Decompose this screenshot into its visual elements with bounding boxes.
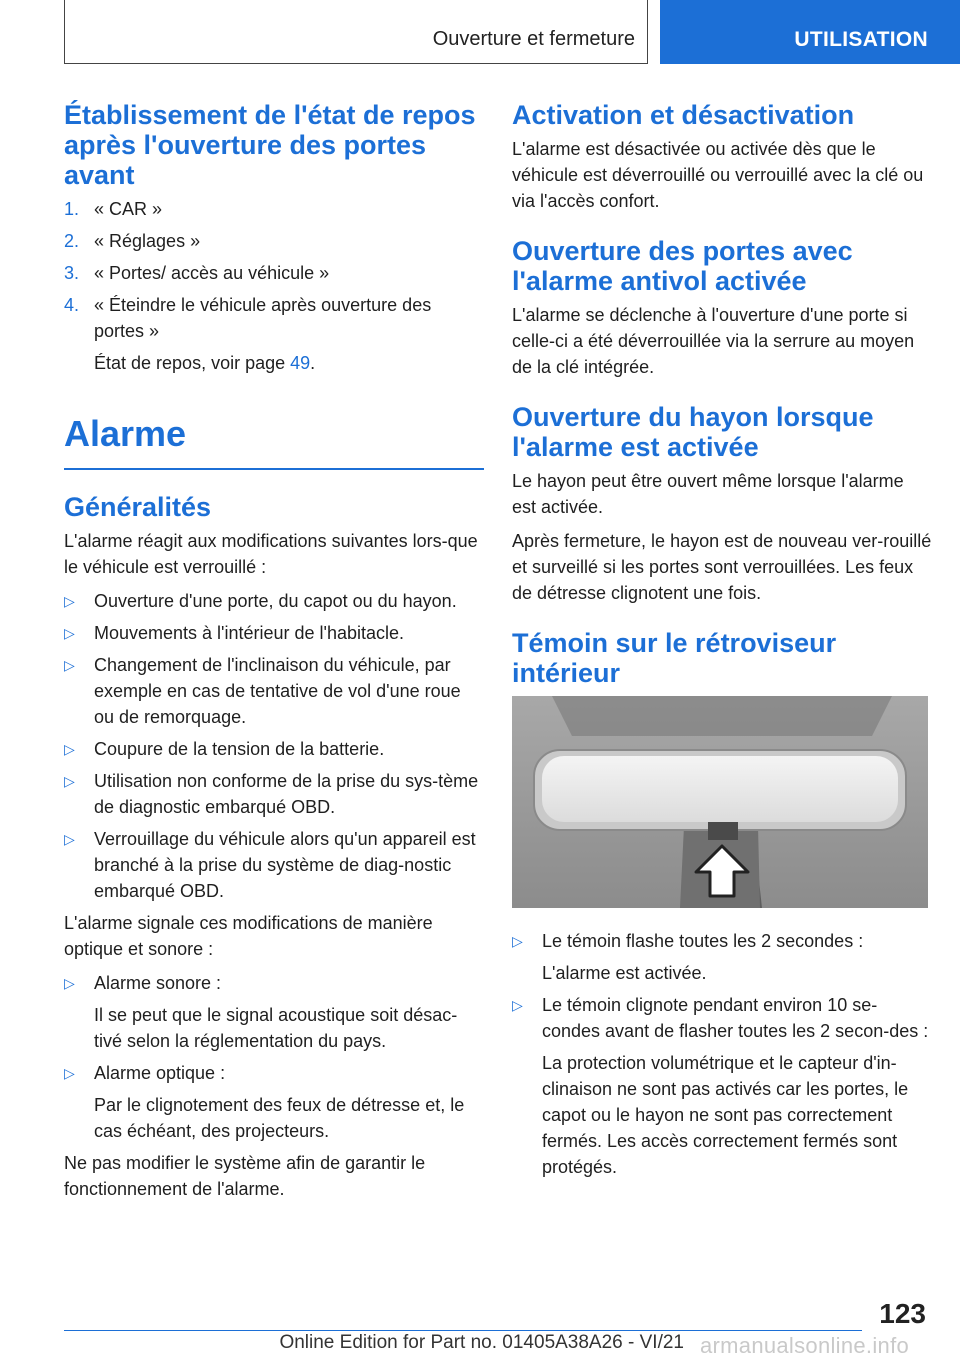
list-item — [64, 736, 484, 762]
list-item — [64, 260, 484, 286]
activation-text: L'alarme est désactivée ou activée dès que le véhicule est déverrouillé ou verrouillé avec la clé ou via l'accès confort. — [512, 139, 924, 211]
triangle-bullet-icon: ▷ — [64, 657, 75, 673]
list-item — [64, 826, 484, 904]
list-item — [64, 292, 484, 376]
heading-generalites: Généralités — [64, 492, 212, 522]
step-note — [94, 350, 484, 376]
steps-list — [64, 196, 484, 376]
item-text: Le témoin flashe toutes les 2 secondes : — [542, 931, 864, 951]
heading-etat-repos: Établissement de l'état de repos après l'ouverture des portes avant — [64, 100, 476, 190]
signal-intro: L'alarme signale ces modifications de manière optique et sonore : — [64, 913, 433, 959]
closing-text: Ne pas modifier le système afin de garantir le fonctionnement de l'alarme. — [64, 1153, 426, 1199]
portes-text: L'alarme se déclenche à l'ouverture d'une porte si celle-ci a été déverrouillée via la serrure au moyen de la clé intégrée. — [512, 305, 915, 377]
triangle-bullet-icon: ▷ — [64, 741, 75, 757]
step-number: 3. — [64, 263, 80, 283]
section-title-alarme: Alarme — [64, 413, 187, 454]
header-chapter-label: UTILISATION — [794, 28, 928, 51]
step-note-text: État de repos, voir page — [94, 353, 291, 373]
header-section-title: Ouverture et fermeture — [432, 28, 635, 50]
left-column — [64, 100, 484, 1210]
footer-edition: Online Edition for Part no. 01405A38A26 - VI/21 — [279, 1332, 684, 1353]
temoin-list — [512, 928, 932, 1180]
triangle-bullet-icon: ▷ — [64, 975, 75, 991]
section-rule — [64, 468, 484, 470]
step-number: 1. — [64, 199, 80, 219]
triangle-bullet-icon: ▷ — [64, 831, 75, 847]
changes-list — [64, 588, 484, 904]
list-item — [64, 652, 484, 730]
right-column — [512, 100, 932, 1186]
list-item — [64, 1060, 484, 1144]
page-number: 123 — [879, 1298, 926, 1329]
list-item — [512, 928, 932, 986]
page-link[interactable]: 49 — [290, 353, 311, 373]
item-text: Le témoin clignote pendant environ 10 se-condes avant de flasher toutes les 2 secon-des : — [542, 995, 929, 1041]
item-note: Par le clignotement des feux de détresse et, le cas échéant, des projecteurs. — [94, 1095, 465, 1141]
step-text: « Portes/ accès au véhicule » — [94, 263, 330, 283]
item-note: Il se peut que le signal acoustique soit désac-tivé selon la réglementation du pays. — [94, 1005, 458, 1051]
step-text: « Éteindre le véhicule après ouverture des portes » — [94, 295, 432, 341]
item-note: La protection volumétrique et le capteur d'in-clinaison ne sont pas activés car les portes, le capot ou le hayon ne sont pas correctement fermés. Les accès correctement fermés sont protégés. — [542, 1053, 909, 1177]
triangle-bullet-icon: ▷ — [64, 773, 75, 789]
triangle-bullet-icon: ▷ — [64, 1065, 75, 1081]
hayon-text-1: Le hayon peut être ouvert même lorsque l'alarme est activée. — [512, 471, 904, 517]
item-text: Changement de l'inclinaison du véhicule, par exemple en cas de tentative de vol d'une roue ou de remorquage. — [94, 655, 461, 727]
heading-activation: Activation et désactivation — [512, 100, 855, 130]
item-text: Mouvements à l'intérieur de l'habitacle. — [94, 623, 405, 643]
generalites-intro: L'alarme réagit aux modifications suivantes lors-que le véhicule est verrouillé : — [64, 531, 478, 577]
item-text: Coupure de la tension de la batterie. — [94, 739, 385, 759]
list-item — [512, 992, 932, 1180]
heading-ouverture-hayon: Ouverture du hayon lorsque l'alarme est activée — [512, 402, 874, 462]
signal-list — [64, 970, 484, 1144]
list-item — [64, 620, 484, 646]
item-text: Utilisation non conforme de la prise du sys-tème de diagnostic embarqué OBD. — [94, 771, 479, 817]
triangle-bullet-icon: ▷ — [64, 593, 75, 609]
heading-ouverture-portes: Ouverture des portes avec l'alarme antivol activée — [512, 236, 853, 296]
triangle-bullet-icon: ▷ — [512, 997, 523, 1013]
header-section-box — [64, 0, 648, 64]
triangle-bullet-icon: ▷ — [64, 625, 75, 641]
item-text: Ouverture d'une porte, du capot ou du hayon. — [94, 591, 457, 611]
rearview-mirror-illustration — [512, 696, 928, 908]
list-item — [64, 196, 484, 222]
step-number: 4. — [64, 295, 80, 315]
item-text: Verrouillage du véhicule alors qu'un appareil est branché à la prise du système de diag-nostic embarqué OBD. — [94, 829, 476, 901]
step-number: 2. — [64, 231, 80, 251]
hayon-text-2: Après fermeture, le hayon est de nouveau ver-rouillé et surveillé si les portes sont verrouillées. Les feux de détresse clignotent une fois. — [512, 531, 932, 603]
item-note: L'alarme est activée. — [542, 963, 707, 983]
list-item — [64, 228, 484, 254]
watermark: armanualsonline.info — [700, 1333, 910, 1358]
step-note-end: . — [310, 353, 316, 373]
step-text: « Réglages » — [94, 231, 201, 251]
footer-rule — [64, 1330, 862, 1331]
item-text: Alarme optique : — [94, 1063, 226, 1083]
step-text: « CAR » — [94, 199, 163, 219]
header-chapter-tab — [660, 0, 960, 64]
item-text: Alarme sonore : — [94, 973, 222, 993]
list-item — [64, 970, 484, 1054]
list-item — [64, 588, 484, 614]
triangle-bullet-icon: ▷ — [512, 933, 523, 949]
list-item — [64, 768, 484, 820]
heading-temoin: Témoin sur le rétroviseur intérieur — [512, 628, 837, 688]
